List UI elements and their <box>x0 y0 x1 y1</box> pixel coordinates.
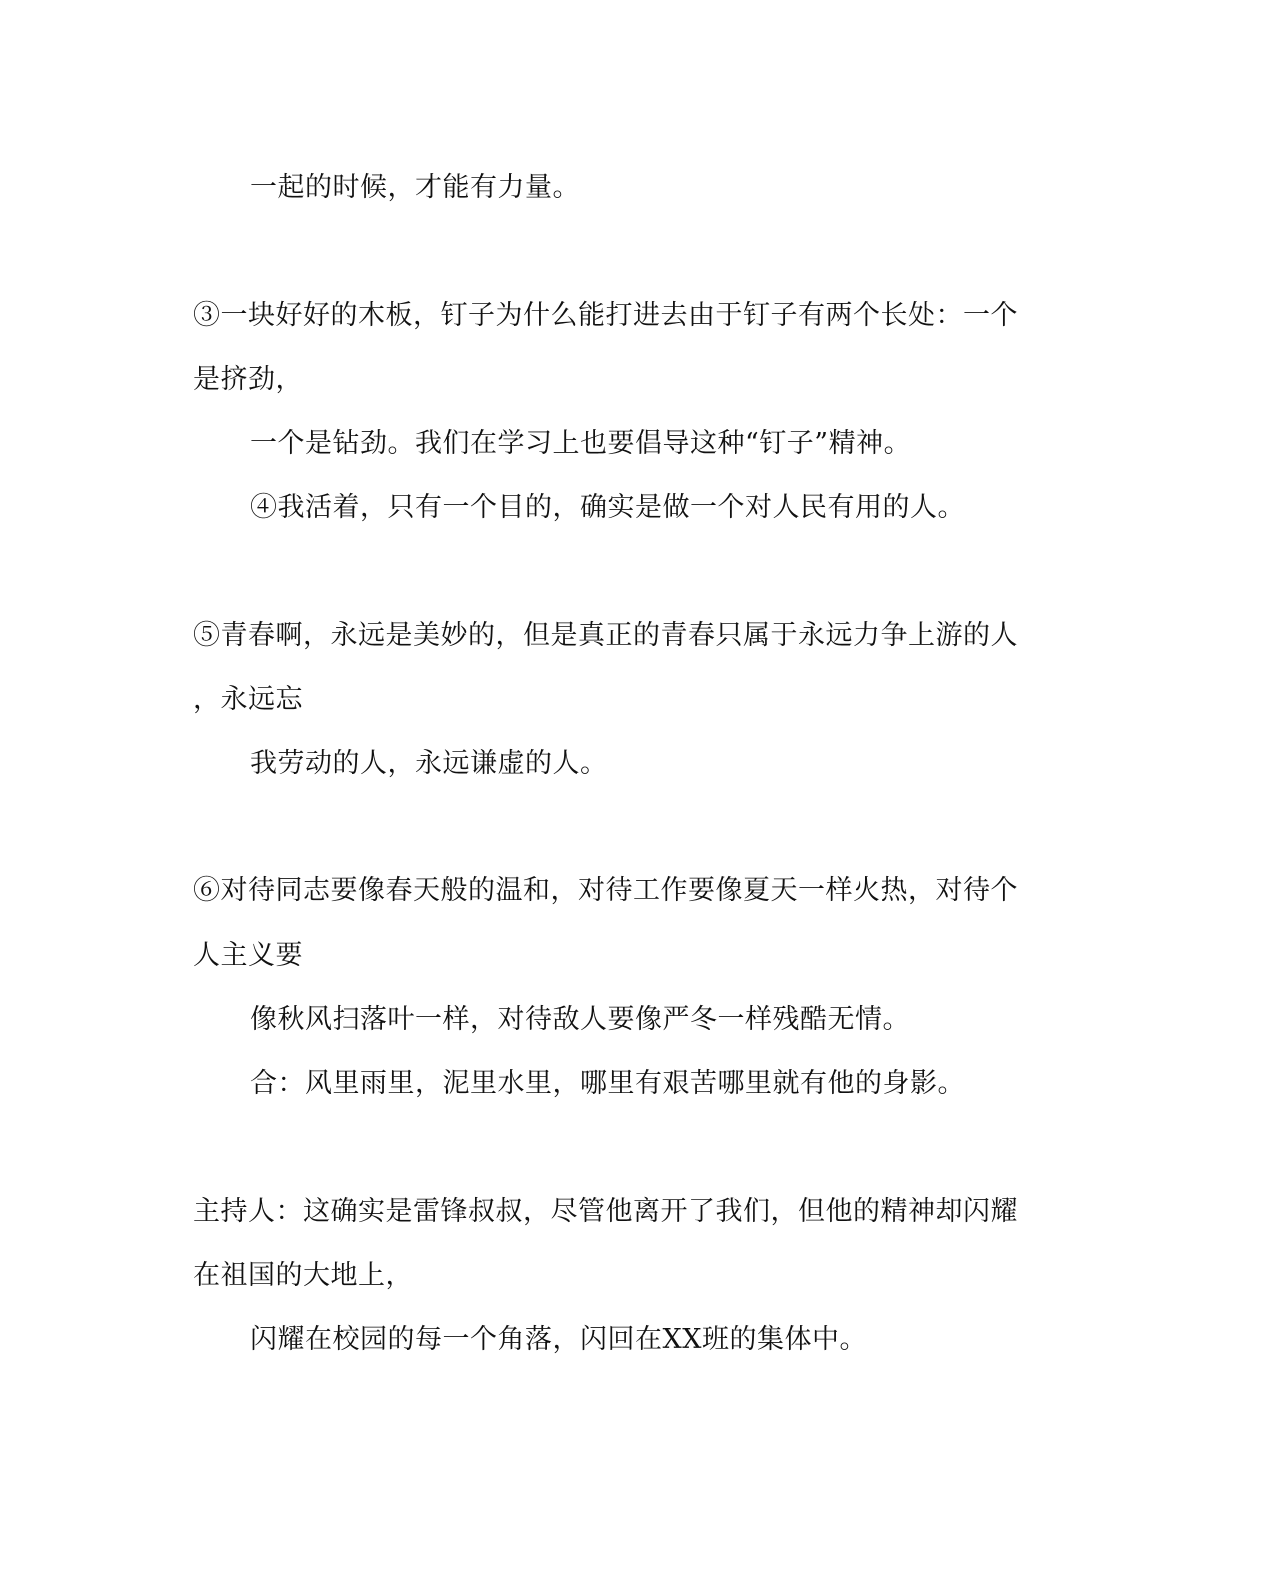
text-line: 人主义要 <box>193 940 303 971</box>
text-line: 在祖国的大地上， <box>193 1260 413 1291</box>
text-line: 像秋风扫落叶一样，对待敌人要像严冬一样残酷无情。 <box>250 1004 910 1035</box>
text-line: 主持人：这确实是雷锋叔叔，尽管他离开了我们，但他的精神却闪耀 <box>193 1196 1018 1227</box>
text-line: 闪耀在校园的每一个角落，闪回在XX班的集体中。 <box>250 1324 867 1355</box>
text-line: 是挤劲， <box>193 364 303 395</box>
text-line: ③一块好好的木板，钉子为什么能打进去由于钉子有两个长处：一个 <box>193 300 1018 331</box>
text-line: 我劳动的人，永远谦虚的人。 <box>250 748 608 779</box>
text-line: 一起的时候，才能有力量。 <box>250 172 580 203</box>
text-line: ④我活着，只有一个目的，确实是做一个对人民有用的人。 <box>250 492 965 523</box>
text-line: ⑥对待同志要像春天般的温和，对待工作要像夏天一样火热，对待个 <box>193 875 1018 906</box>
text-line: 一个是钻劲。我们在学习上也要倡导这种“钉子”精神。 <box>250 428 912 459</box>
text-line: 合：风里雨里，泥里水里，哪里有艰苦哪里就有他的身影。 <box>250 1068 965 1099</box>
text-line: ，永远忘 <box>193 684 303 715</box>
text-line: ⑤青春啊，永远是美妙的，但是真正的青春只属于永远力争上游的人 <box>193 620 1018 651</box>
